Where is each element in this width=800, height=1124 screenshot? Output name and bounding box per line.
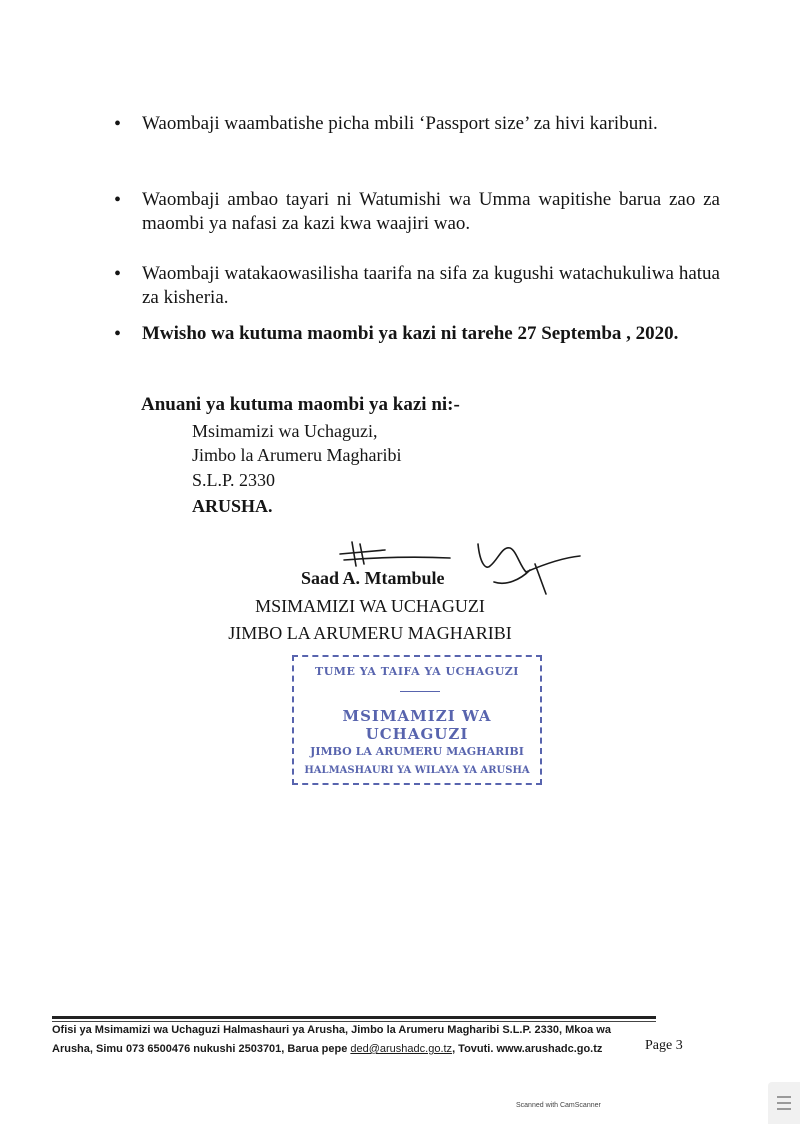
stamp-line: HALMASHAURI YA WILAYA YA ARUSHA <box>304 765 530 776</box>
address-line: Jimbo la Arumeru Magharibi <box>192 445 402 465</box>
bullet-dot-icon: • <box>114 189 122 211</box>
bullet-text: Mwisho wa kutuma maombi ya kazi ni tarehe 27 Septemba , 2020. <box>142 323 679 344</box>
bullet-text: Waombaji watakaowasilisha taarifa na sifa za kugushi watachukuliwa hatua za kisheria. <box>142 263 720 308</box>
footer-divider <box>52 1016 656 1019</box>
bullet-dot-icon: • <box>114 113 122 135</box>
address-line: Msimamizi wa Uchaguzi, <box>192 421 378 441</box>
address-city: ARUSHA. <box>192 496 273 516</box>
signatory-constituency: JIMBO LA ARUMERU MAGHARIBI <box>228 623 512 643</box>
stamp-line: MSIMAMIZI WA UCHAGUZI <box>342 707 492 743</box>
signatory-title: MSIMAMIZI WA UCHAGUZI <box>255 596 485 616</box>
footer-contact: Arusha, Simu 073 6500476 nukushi 2503701, Barua pepe <box>52 1043 351 1055</box>
address-heading: Anuani ya kutuma maombi ya kazi ni:- <box>141 394 460 415</box>
footer-line: Ofisi ya Msimamizi wa Uchaguzi Halmashauri ya Arusha, Jimbo la Arumeru Magharibi S.L.P. 2330, Mkoa wa <box>52 1024 611 1036</box>
email-link[interactable]: ded@arushadc.go.tz <box>350 1043 453 1055</box>
footer-divider <box>52 1021 656 1022</box>
footer-website: , Tovuti. www.arushadc.go.tz <box>452 1043 603 1055</box>
stamp-line: TUME YA TAIFA YA UCHAGUZI <box>315 665 519 678</box>
hamburger-menu-icon[interactable] <box>768 1082 800 1124</box>
address-line: S.L.P. 2330 <box>192 470 276 490</box>
official-stamp <box>292 655 542 785</box>
footer-line <box>52 1043 702 1055</box>
bullet-dot-icon: • <box>114 263 122 285</box>
bullet-text: Waombaji waambatishe picha mbili ‘Passport size’ za hivi karibuni. <box>142 113 658 134</box>
scanner-watermark: Scanned with CamScanner <box>516 1102 601 1109</box>
stamp-line: JIMBO LA ARUMERU MAGHARIBI <box>310 745 524 758</box>
bullet-dot-icon: • <box>114 323 122 345</box>
bullet-text: Waombaji ambao tayari ni Watumishi wa Umma wapitishe barua zao za maombi ya nafasi za kazi kwa waajiri wao. <box>142 189 720 234</box>
page-number: Page 3 <box>645 1038 683 1053</box>
signatory-name: Saad A. Mtambule <box>301 568 445 588</box>
stamp-divider <box>400 691 440 692</box>
